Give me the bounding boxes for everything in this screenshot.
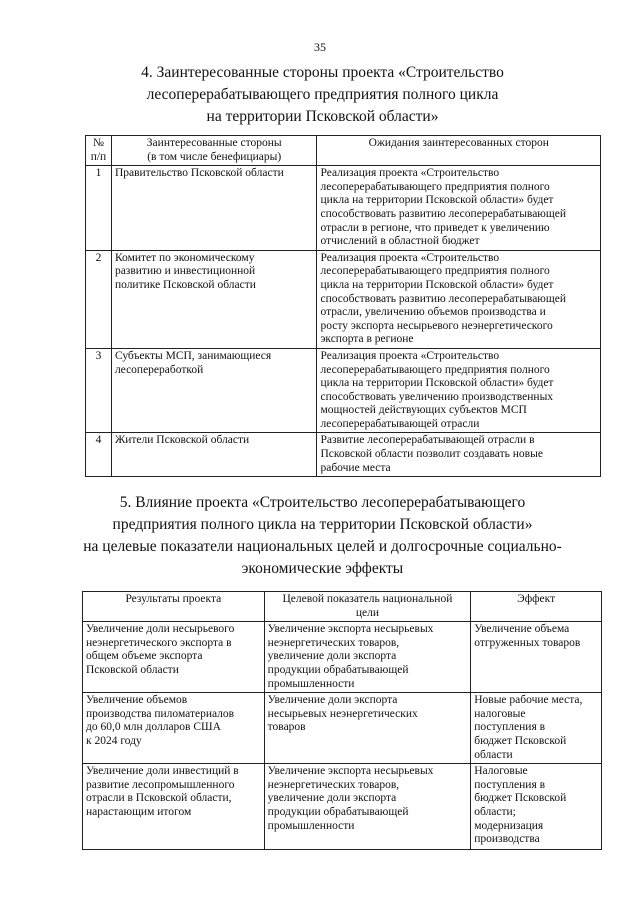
result-cell: Увеличение доли несырьевого неэнергетического экспорта в общем объеме экспорта Псковской области (83, 622, 265, 693)
title-line: лесоперерабатывающего предприятия полного цикла (146, 86, 499, 103)
header-num: № п/п (86, 136, 112, 166)
table-row (86, 166, 601, 251)
result-cell: Увеличение доли инвестиций в развитие лесопромышленного отрасли в Псковской области, нарастающим итогом (83, 764, 265, 850)
target-cell: Увеличение экспорта несырьевых неэнергетических товаров, увеличение доли экспорта продукции обрабатывающей промышленности (264, 622, 471, 693)
effect-cell: Увеличение объема отгруженных товаров (471, 622, 602, 693)
title-line: предприятия полного цикла на территории Псковской области» (112, 516, 533, 533)
section-4-title (60, 62, 585, 128)
expectation-cell: Реализация проекта «Строительство лесоперерабатывающего предприятия полного цикла на территории Псковской области» будет способствовать увеличению производственных мощностей действующих субъектов МСП лесоперерабатывающей отрасли (317, 348, 601, 433)
header-effect: Эффект (471, 592, 602, 622)
row-number: 4 (86, 433, 112, 477)
party-cell: Правительство Псковской области (111, 166, 317, 251)
target-cell: Увеличение доли экспорта несырьевых неэнергетических товаров (264, 693, 471, 764)
party-cell: Субъекты МСП, занимающиеся лесопереработкой (111, 348, 317, 433)
party-cell: Жители Псковской области (111, 433, 317, 477)
impact-table (82, 591, 602, 850)
effect-cell: Налоговые поступления в бюджет Псковской области; модернизация производства (471, 764, 602, 850)
row-number: 2 (86, 250, 112, 348)
result-cell: Увеличение объемов производства пиломатериалов до 60,0 млн долларов США к 2024 году (83, 693, 265, 764)
table-row (83, 764, 602, 850)
page-number: 35 (314, 40, 326, 54)
target-cell: Увеличение экспорта несырьевых неэнергетических товаров, увеличение доли экспорта продукции обрабатывающей промышленности (264, 764, 471, 850)
header-target: Целевой показатель национальной цели (264, 592, 471, 622)
section-5-title (50, 492, 595, 580)
effect-cell: Новые рабочие места, налоговые поступления в бюджет Псковской области (471, 693, 602, 764)
title-line: экономические эффекты (241, 560, 404, 577)
title-line: 4. Заинтересованные стороны проекта «Строительство (141, 64, 504, 81)
header-results: Результаты проекта (83, 592, 265, 622)
table-header-row (86, 136, 601, 166)
party-cell: Комитет по экономическому развитию и инвестиционной политике Псковской области (111, 250, 317, 348)
title-line: на целевые показатели национальных целей и долгосрочные социально- (83, 538, 562, 555)
expectation-cell: Реализация проекта «Строительство лесоперерабатывающего предприятия полного цикла на территории Псковской области» будет способствовать развитию лесоперерабатывающей отрасли, увеличению объемов производства и росту экспорта несырьевого неэнергетического экспорта в регионе (317, 250, 601, 348)
row-number: 3 (86, 348, 112, 433)
row-number: 1 (86, 166, 112, 251)
title-line: 5. Влияние проекта «Строительство лесоперерабатывающего (119, 494, 526, 511)
table-row (86, 250, 601, 348)
table-row (83, 622, 602, 693)
stakeholders-table (85, 135, 601, 477)
table-row (86, 433, 601, 477)
header-party: Заинтересованные стороны (в том числе бенефициары) (111, 136, 317, 166)
expectation-cell: Реализация проекта «Строительство лесоперерабатывающего предприятия полного цикла на территории Псковской области» будет способствовать развитию лесоперерабатывающей отрасли в регионе, что приведет к увеличению отчислений в областной бюджет (317, 166, 601, 251)
table-header-row (83, 592, 602, 622)
title-line: на территории Псковской области» (206, 108, 439, 125)
header-expectations: Ожидания заинтересованных сторон (317, 136, 601, 166)
table-row (86, 348, 601, 433)
table-row (83, 693, 602, 764)
expectation-cell: Развитие лесоперерабатывающей отрасли в Псковской области позволит создавать новые рабочие места (317, 433, 601, 477)
